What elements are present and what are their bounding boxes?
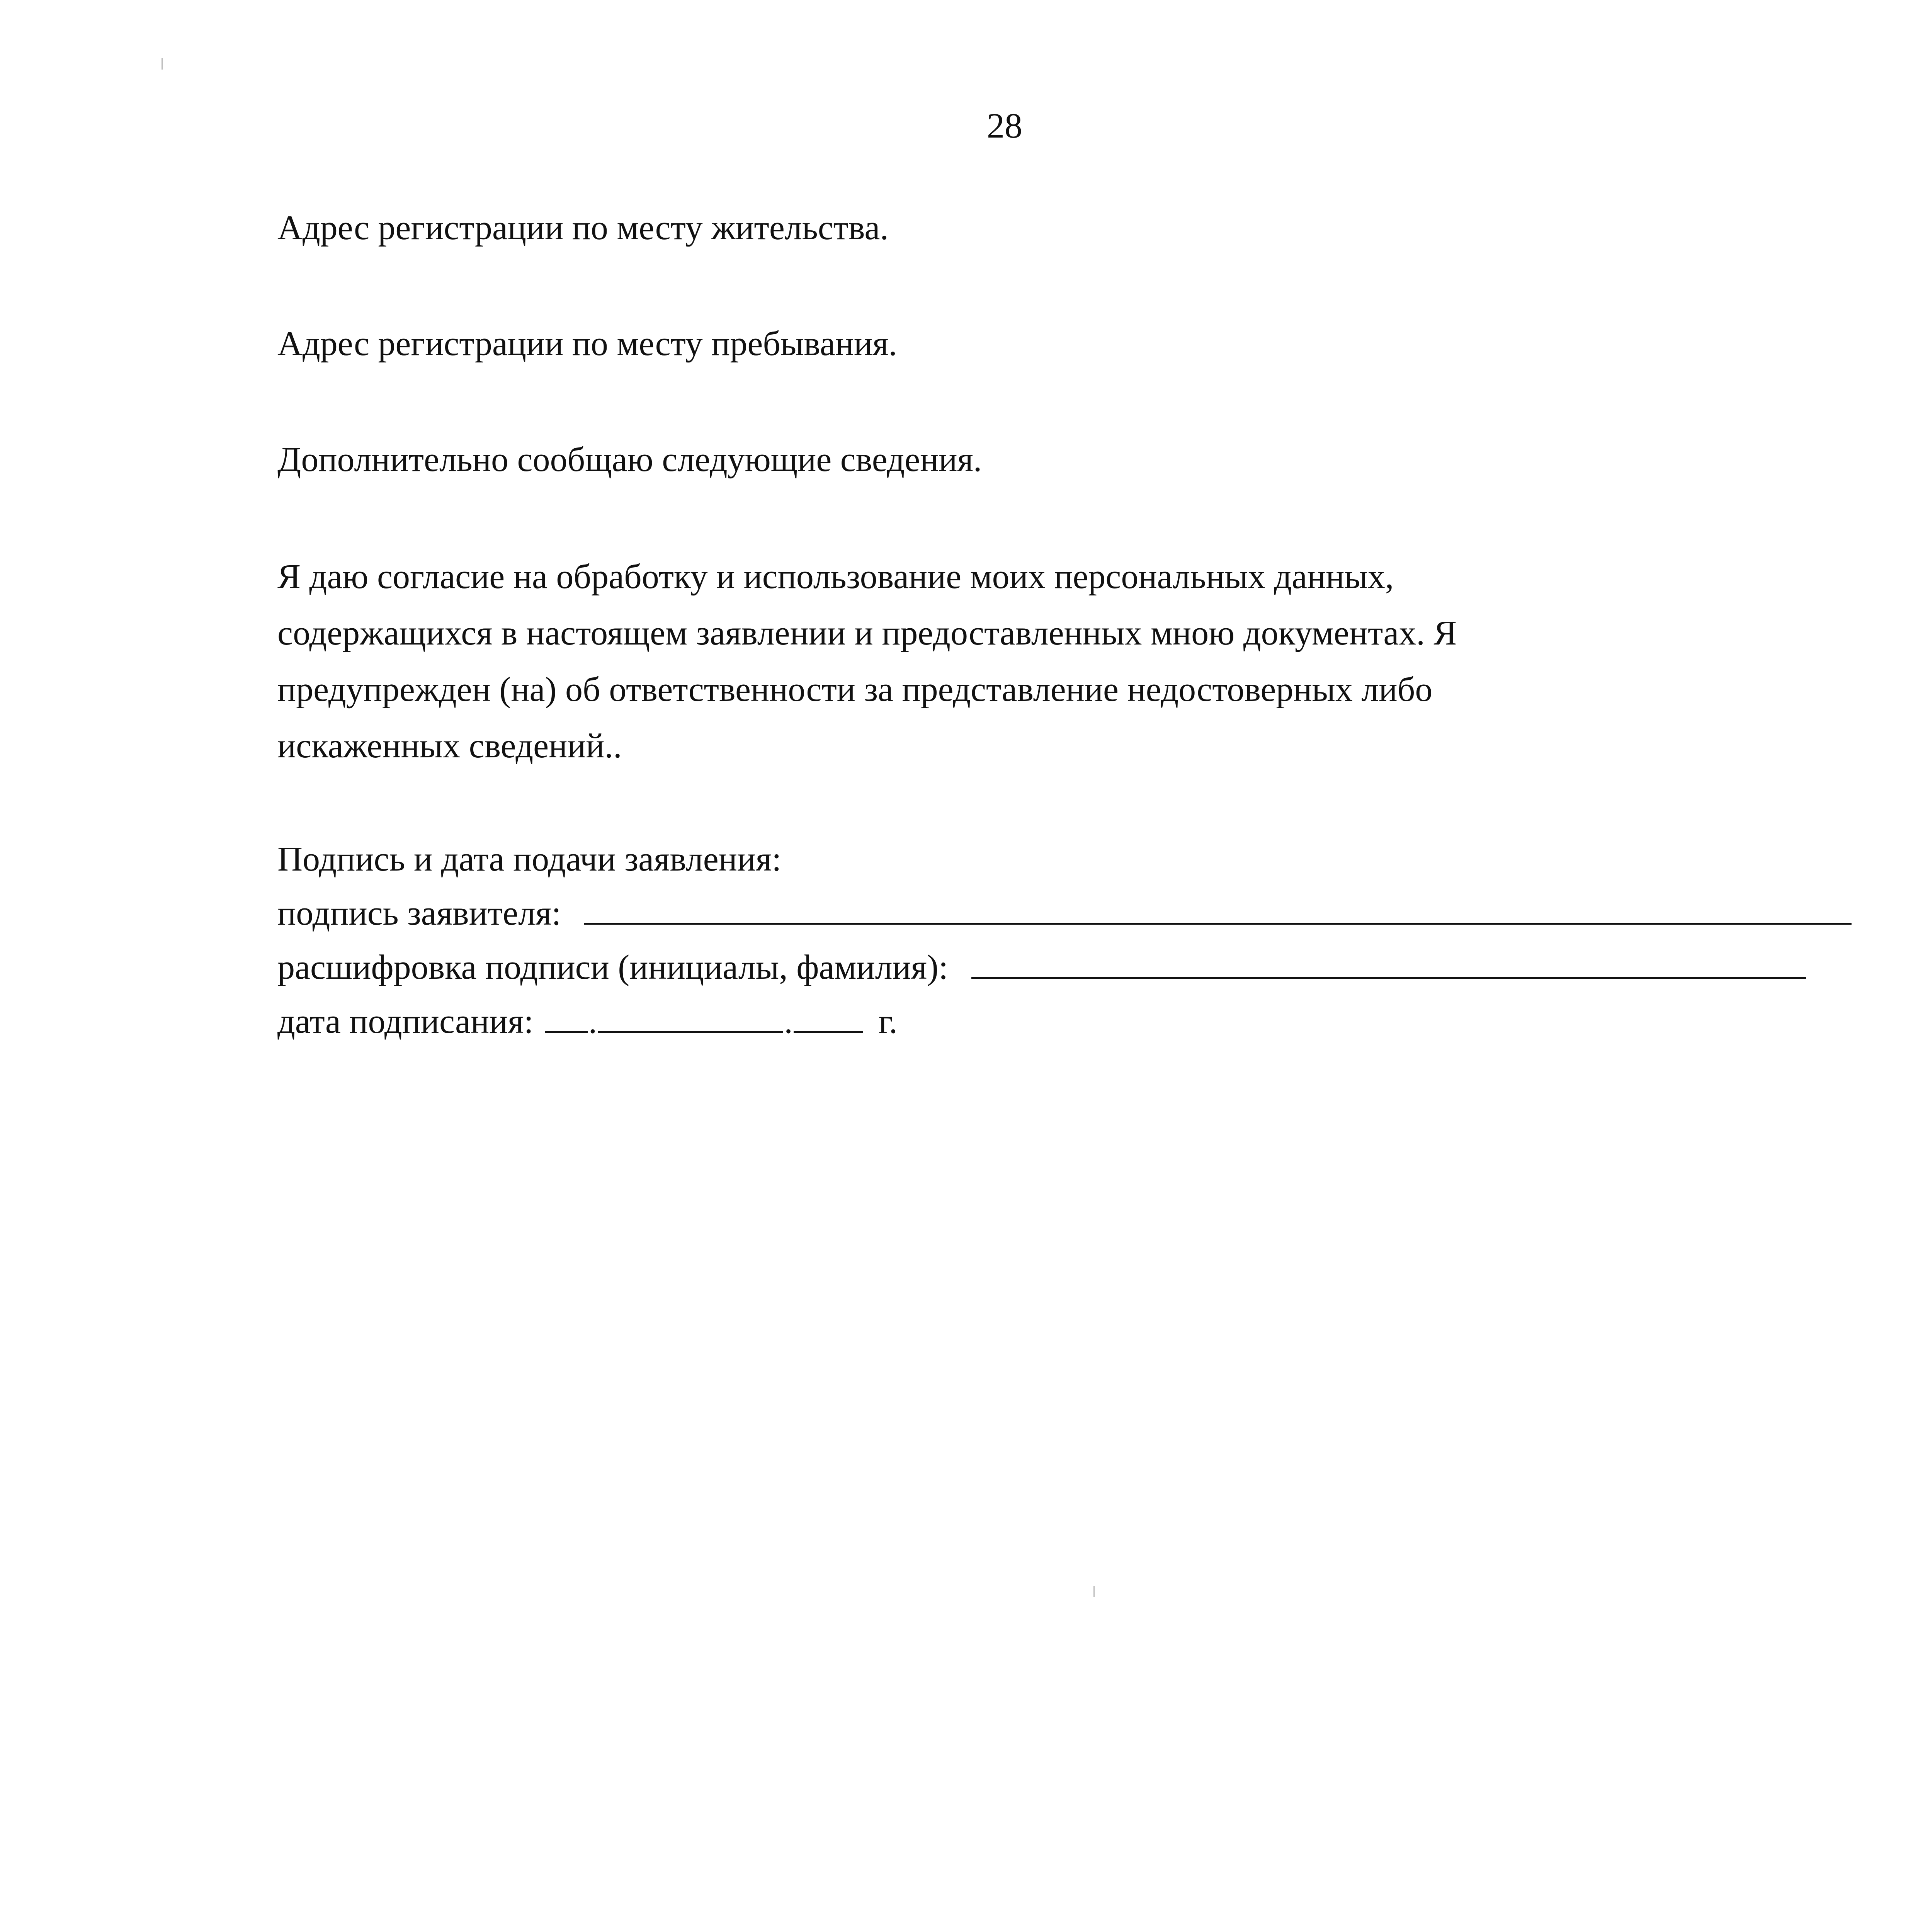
signature-heading-row: [277, 832, 1900, 886]
date-day-field[interactable]: [545, 1004, 588, 1033]
page-number: 28: [987, 106, 1022, 145]
scan-speck: [1093, 1586, 1095, 1597]
year-suffix: г.: [878, 1002, 898, 1041]
consent-line: предупрежден (на) об ответственности за представление недостоверных либо: [277, 670, 1433, 709]
signing-date-row: [277, 995, 1900, 1049]
date-month-field[interactable]: [598, 1004, 783, 1033]
date-separator: .: [588, 1002, 597, 1041]
signing-date-label: дата подписания:: [277, 1002, 534, 1041]
document-body: [277, 201, 1900, 1049]
consent-paragraph: [277, 549, 1622, 774]
address-residence-text: Адрес регистрации по месту жительства.: [277, 209, 889, 247]
address-stay-text: Адрес регистрации по месту пребывания.: [277, 325, 898, 363]
consent-line: Я даю согласие на обработку и использование моих персональных данных,: [277, 558, 1394, 596]
signature-decipher-field[interactable]: [971, 950, 1806, 979]
additional-info-text: Дополнительно сообщаю следующие сведения.: [277, 440, 982, 479]
date-separator: .: [784, 1002, 793, 1041]
signature-block: [277, 832, 1900, 1049]
applicant-signature-label: подпись заявителя:: [277, 894, 561, 932]
date-year-field[interactable]: [794, 1004, 863, 1033]
signature-heading: Подпись и дата подачи заявления:: [277, 840, 782, 878]
consent-line: искаженных сведений..: [277, 727, 622, 765]
consent-line: содержащихся в настоящем заявлении и предоставленных мною документах. Я: [277, 614, 1457, 652]
applicant-signature-field[interactable]: [584, 896, 1852, 925]
applicant-signature-row: [277, 886, 1900, 940]
signature-decipher-row: [277, 940, 1900, 995]
scan-speck: [162, 58, 163, 70]
signature-decipher-label: расшифровка подписи (инициалы, фамилия):: [277, 948, 949, 986]
